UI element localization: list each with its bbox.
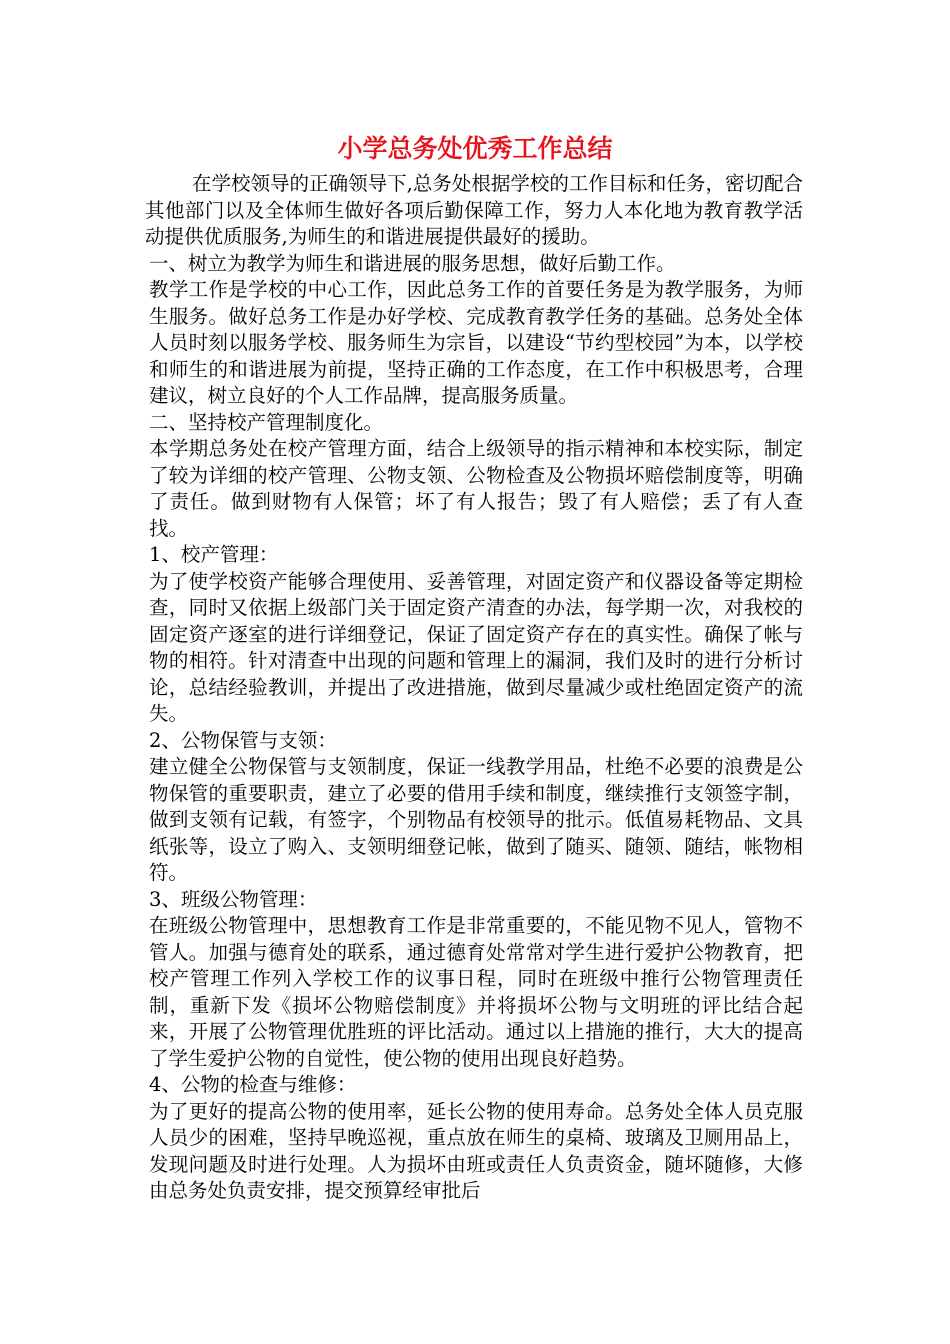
document-body bbox=[145, 171, 803, 1205]
section-paragraph-1: 教学工作是学校的中心工作，因此总务工作的首要任务是为教学服务，为师生服务。做好总务工作是办好学校、完成教育教学任务的基础。总务处全体人员时刻以服务学校、服务师生为宗旨，以建设“节约型校园”为本，以学校和师生的和谐进展为前提，坚持正确的工作态度，在工作中积极思考，合理建议，树立良好的个人工作品牌，提高服务质量。 bbox=[149, 278, 803, 407]
intro-paragraph: 在学校领导的正确领导下,总务处根据学校的工作目标和任务，密切配合其他部门以及全体师生做好各项后勤保障工作，努力人本化地为教育教学活动提供优质服务,为师生的和谐进展提供最好的援助。 bbox=[145, 172, 803, 248]
section-heading-1: 一、树立为教学为师生和谐进展的服务思想，做好后勤工作。 bbox=[149, 251, 676, 275]
subsection-heading-3: 3、班级公物管理： bbox=[149, 887, 318, 911]
section-heading-2: 二、坚持校产管理制度化。 bbox=[149, 410, 384, 434]
subsection-heading-2: 2、公物保管与支领： bbox=[149, 728, 337, 752]
section-paragraph-2: 本学期总务处在校产管理方面，结合上级领导的指示精神和本校实际，制定了较为详细的校产管理、公物支领、公物检查及公物损坏赔偿制度等，明确了责任。做到财物有人保管；坏了有人报告；毁了有人赔偿；丢了有人查找。 bbox=[149, 437, 803, 540]
subsection-paragraph-1: 为了使学校资产能够合理使用、妥善管理，对固定资产和仪器设备等定期检查，同时又依据上级部门关于固定资产清查的办法，每学期一次，对我校的固定资产逐室的进行详细登记，保证了固定资产存在的真实性。确保了帐与物的相符。针对清查中出现的问题和管理上的漏洞，我们及时的进行分析讨论，总结经验教训，并提出了改进措施，做到尽量减少或杜绝固定资产的流失。 bbox=[149, 569, 803, 725]
subsection-paragraph-2: 建立健全公物保管与支领制度，保证一线教学用品，杜绝不必要的浪费是公物保管的重要职责，建立了必要的借用手续和制度，继续推行支领签字制，做到支领有记载，有签字，个别物品有校领导的批示。低值易耗物品、文具纸张等，设立了购入、支领明细登记帐，做到了随买、随领、随结，帐物相符。 bbox=[149, 755, 803, 884]
subsection-heading-4: 4、公物的检查与维修： bbox=[149, 1073, 357, 1096]
subsection-paragraph-4: 为了更好的提高公物的使用率，延长公物的使用寿命。总务处全体人员克服人员少的困难，坚持早晚巡视，重点放在师生的桌椅、玻璃及卫厕用品上，发现问题及时进行处理。人为损坏由班或责任人负责资金，随坏随修，大修由总务处负责安排，提交预算经审批后 bbox=[149, 1099, 803, 1202]
subsection-paragraph-3: 在班级公物管理中，思想教育工作是非常重要的，不能见物不见人，管物不管人。加强与德育处的联系，通过德育处常常对学生进行爱护公物教育，把校产管理工作列入学校工作的议事日程，同时在班级中推行公物管理责任制，重新下发《损坏公物赔偿制度》并将损坏公物与文明班的评比结合起来，开展了公物管理优胜班的评比活动。通过以上措施的推行，大大的提高了学生爱护公物的自觉性，使公物的使用出现良好趋势。 bbox=[149, 914, 803, 1070]
document-title: 小学总务处优秀工作总结 bbox=[337, 134, 613, 163]
subsection-heading-1: 1、校产管理： bbox=[149, 543, 279, 566]
